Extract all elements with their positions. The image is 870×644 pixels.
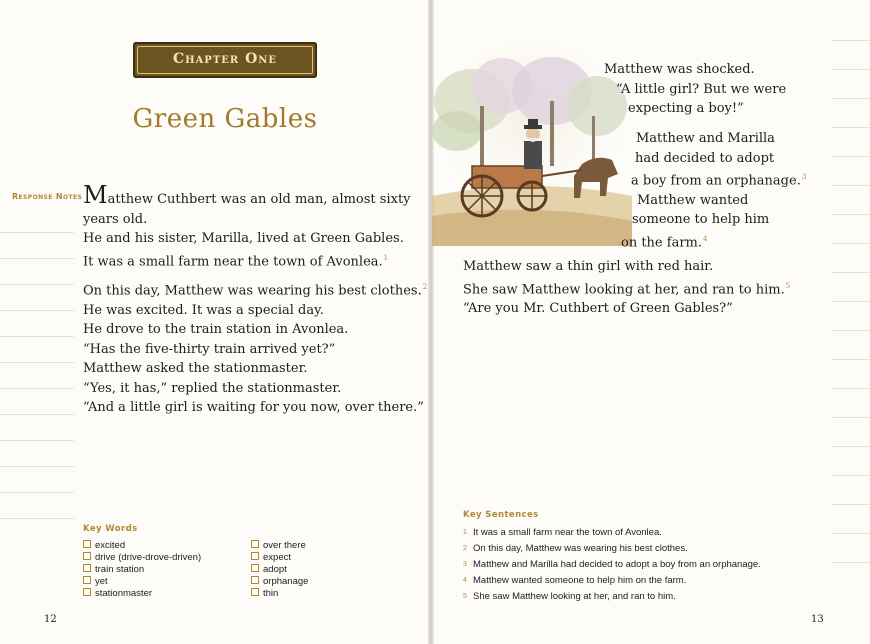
story-line: “Yes, it has,” replied the stationmaster. [83, 380, 342, 396]
key-sentence-text: On this day, Matthew was wearing his best clothes. [473, 543, 688, 554]
story-line: on the farm. [621, 235, 702, 251]
key-sentence-text: It was a small farm near the town of Avonlea. [473, 527, 662, 538]
chapter-banner [133, 42, 317, 78]
footnote-marker: 1 [383, 253, 389, 262]
chapter-title: Green Gables [132, 104, 318, 134]
key-sentence-text: Matthew and Marilla had decided to adopt a boy from an orphanage. [473, 559, 761, 570]
chapter-label: Chapter One [172, 51, 278, 67]
story-line: “And a little girl is waiting for you now, over there.” [83, 400, 424, 416]
key-sentence-number: 4 [463, 577, 467, 584]
story-paragraph-1 [83, 181, 411, 271]
page-number-left: 12 [44, 614, 57, 625]
response-notes-lines [0, 232, 74, 544]
key-sentence [463, 589, 761, 605]
story-paragraph-2 [83, 278, 427, 418]
footnote-marker: 4 [703, 234, 708, 243]
footnote-marker: 2 [422, 283, 428, 291]
key-word-checkbox[interactable]: drive (drive-drove-driven) [83, 552, 201, 564]
key-word-checkbox[interactable]: thin [251, 588, 308, 600]
key-word-checkbox[interactable]: over there [251, 540, 308, 552]
page-number-right: 13 [811, 614, 824, 625]
story-line: “Are you Mr. Cuthbert of Green Gables?” [463, 301, 733, 317]
key-sentence [463, 541, 761, 557]
key-word-checkbox[interactable]: stationmaster [83, 588, 201, 600]
key-sentence-text: Matthew wanted someone to help him on the farm. [473, 575, 687, 586]
story-line: someone to help him [632, 212, 770, 228]
key-sentences-title: Key Sentences [463, 510, 539, 520]
story-line: “Has the five-thirty train arrived yet?” [83, 341, 336, 357]
response-notes-label: Response Notes [12, 192, 83, 201]
story-line: had decided to adopt [635, 150, 775, 166]
drop-cap: M [83, 181, 108, 209]
key-words-title: Key Words [83, 524, 138, 534]
story-wrap-block-1 [604, 60, 786, 119]
key-sentence-number: 3 [463, 561, 467, 568]
right-margin-lines [832, 40, 870, 591]
story-line: atthew Cuthbert was an old man, almost sixty [107, 192, 411, 207]
story-line: Matthew asked the stationmaster. [83, 361, 308, 377]
story-line: Matthew and Marilla [636, 131, 775, 146]
key-sentence-text: She saw Matthew looking at her, and ran to him. [473, 591, 676, 602]
key-sentences-list [463, 525, 761, 605]
key-word-checkbox[interactable]: adopt [251, 564, 308, 576]
story-line: Matthew was shocked. [604, 62, 755, 77]
story-line: It was a small farm near the town of Avonlea. [83, 253, 383, 269]
story-line: a boy from an orphanage. [631, 173, 801, 189]
story-line: Matthew wanted [637, 192, 749, 208]
key-sentence [463, 557, 761, 573]
footnote-marker: 3 [801, 173, 807, 181]
key-words-column-2 [251, 540, 308, 600]
key-words-column-1 [83, 540, 201, 600]
key-word-checkbox[interactable]: train station [83, 564, 201, 576]
horse-cart-illustration [432, 46, 632, 246]
story-line: He was excited. It was a special day. [83, 302, 324, 318]
story-line: “A little girl? But we were [616, 81, 787, 97]
story-paragraph-3 [463, 257, 790, 319]
story-line: expecting a boy!” [628, 101, 744, 116]
story-line: He drove to the train station in Avonlea. [83, 322, 349, 338]
key-word-checkbox[interactable]: yet [83, 576, 201, 588]
story-wrap-block-2 [621, 129, 806, 253]
key-sentence-number: 5 [463, 593, 467, 600]
key-word-checkbox[interactable]: orphanage [251, 576, 308, 588]
footnote-marker: 5 [785, 281, 791, 290]
story-line: years old. [83, 211, 148, 227]
key-sentence-number: 1 [463, 529, 467, 536]
key-sentence [463, 573, 761, 589]
story-line: He and his sister, Marilla, lived at Green Gables. [83, 231, 404, 246]
key-word-checkbox[interactable]: expect [251, 552, 308, 564]
story-line: Matthew saw a thin girl with red hair. [463, 259, 714, 274]
story-line: On this day, Matthew was wearing his best clothes. [83, 283, 422, 299]
key-sentence-number: 2 [463, 545, 467, 552]
key-word-checkbox[interactable]: excited [83, 540, 201, 552]
key-sentence [463, 525, 761, 541]
story-line: She saw Matthew looking at her, and ran to him. [463, 281, 785, 297]
